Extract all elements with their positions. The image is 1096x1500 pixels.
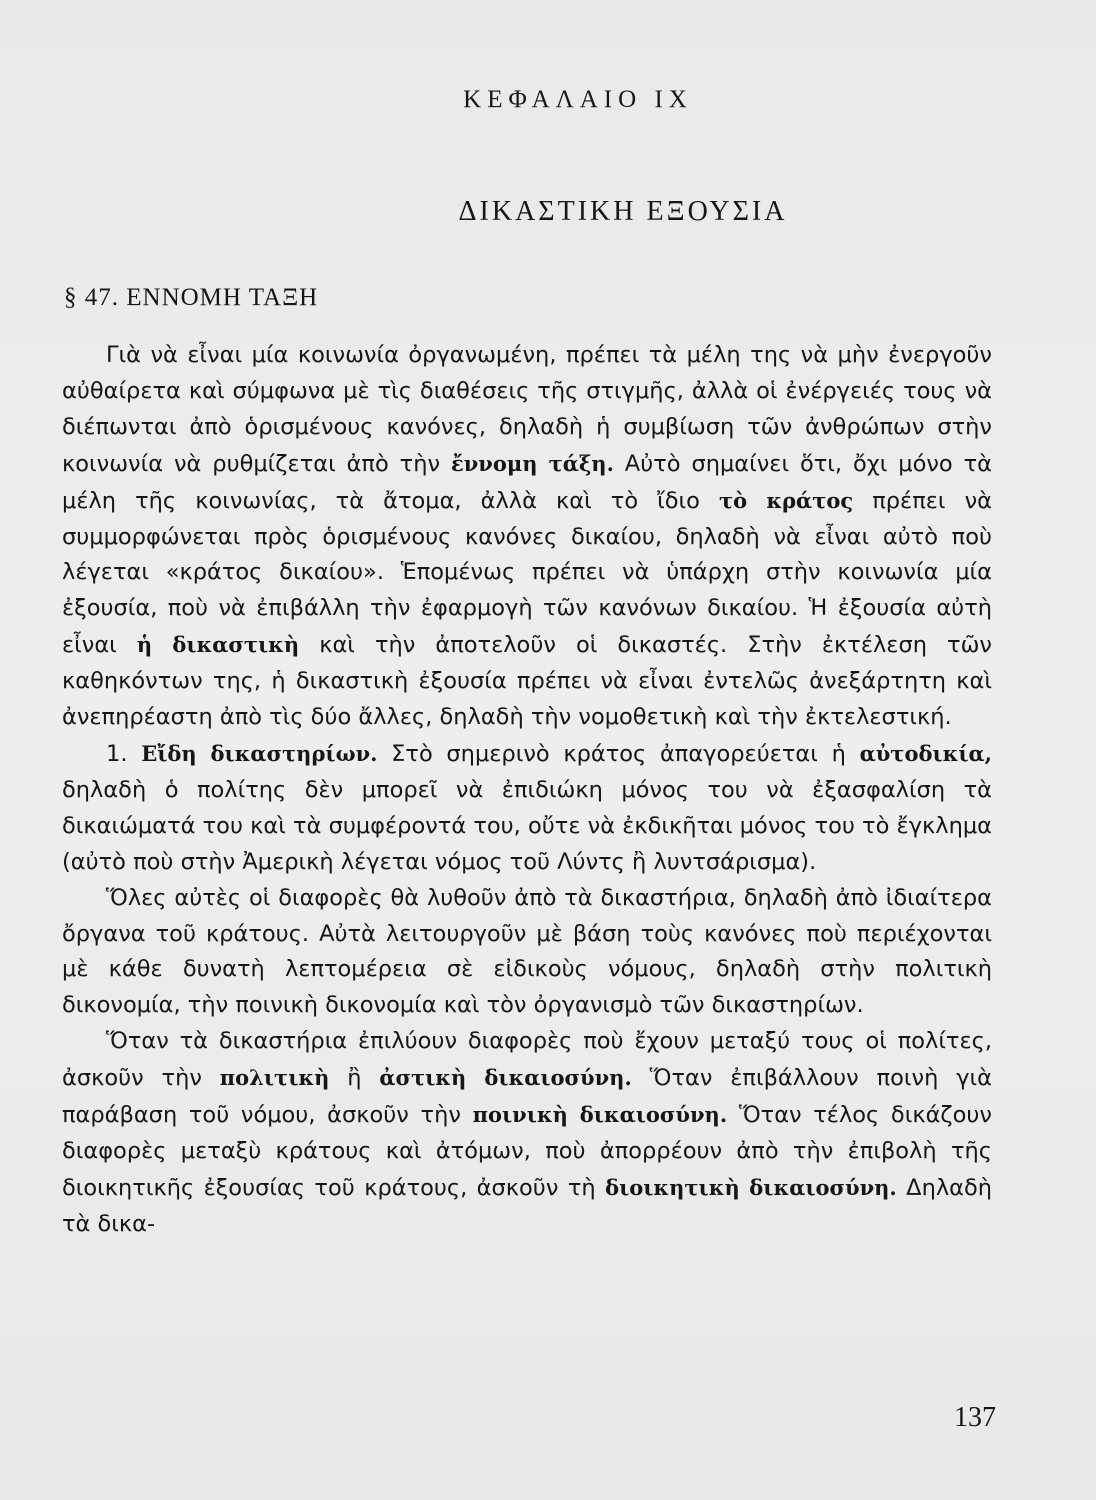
paragraph-3: Ὅλες αὐτὲς οἱ διαφορὲς θὰ λυθοῦν ἀπὸ τὰ δικαστήρια, δηλαδὴ ἀπὸ ἰδιαίτερα ὄργανα τοῦ κράτους. Αὐτὰ λειτουργοῦν μὲ βάση τοὺς κανόνες ποὺ περιέχονται μὲ κάθε δυνατὴ λεπτομέρεια σὲ εἰδικοὺς νόμους, δηλαδὴ στὴν πολιτικὴ δικονομία, τὴν ποινικὴ δικονομία καὶ τὸν ὀργανισμὸ τῶν δικαστηρίων. [62,884,992,1019]
term-kratos: τὸ κράτος [718,487,854,513]
term-poiniki-dikaiosyni: ποινικὴ δικαιοσύνη. [472,1102,728,1128]
term-astiki-dikaiosyni: ἀστικὴ δικαιοσύνη. [379,1065,632,1091]
term-politiki: πολιτικὴ [219,1065,330,1091]
term-ennomi-taxi: ἔννομη τάξη. [450,450,614,476]
chapter-title: ΚΕΦΑΛΑΙΟ ΙΧ [463,86,693,113]
section-heading: § 47. ΕΝΝΟΜΗ ΤΑΞΗ [64,284,319,311]
term-autodikia: αὐτοδικία, [859,740,992,766]
paragraph-4: Ὅταν τὰ δικαστήρια ἐπιλύουν διαφορὲς ποὺ ἔχουν μεταξύ τους οἱ πολίτες, ἀσκοῦν τὴν πολιτικὴ ἢ ἀστικὴ δικαιοσύνη. Ὅταν ἐπιβάλλουν ποινὴ γιὰ παράβαση τοῦ νόμου, ἀσκοῦν τὴν ποινικὴ δικαιοσύνη. Ὅταν τέλος δικάζουν διαφορὲς μεταξὺ κράτους καὶ ἀτόμων, ποὺ ἀπορρέουν ἀπὸ τὴν ἐπιβολὴ τῆς διοικητικῆς ἐξουσίας τοῦ κράτους, ἀσκοῦν τὴ διοικητικὴ δικαιοσύνη. Δηλαδὴ τὰ δικα- [62,1028,993,1237]
paragraph-1: Γιὰ νὰ εἶναι μία κοινωνία ὀργανωμένη, πρέπει τὰ μέλη της νὰ μὴν ἐνεργοῦν αὐθαίρετα καὶ σύμφωνα μὲ τὶς διαθέσεις τῆς στιγμῆς, ἀλλὰ οἱ ἐνέργειές τους νὰ διέπωνται ἀπὸ ὁρισμένους κανόνες, δηλαδὴ ἡ συμβίωση τῶν ἀνθρώπων στὴν κοινωνία νὰ ρυθμίζεται ἀπὸ τὴν ἔννομη τάξη. Αὐτὸ σημαίνει ὅτι, ὄχι μόνο τὰ μέλη τῆς κοινωνίας, τὰ ἄτομα, ἀλλὰ καὶ τὸ ἴδιο τὸ κράτος πρέπει νὰ συμμορφώνεται πρὸς ὁρισμένους κανόνες δικαίου, δηλαδὴ νὰ εἶναι αὐτὸ ποὺ λέγεται «κράτος δικαίου». Ἑπομένως πρέπει νὰ ὑπάρχη στὴν κοινωνία μία ἐξουσία, ποὺ νὰ ἐπιβάλλη τὴν ἐφαρμογὴ τῶν κανόνων δικαίου. Ἡ ἐξουσία αὐτὴ εἶναι ἡ δικαστικὴ καὶ τὴν ἀποτελοῦν οἱ δικαστές. Στὴν ἐκτέλεση τῶν καθηκόντων της, ἡ δικαστικὴ ἐξουσία πρέπει νὰ εἶναι ἐντελῶς ἀνεξάρτητη καὶ ἀνεπηρέαστη ἀπὸ τὶς δύο ἄλλες, δηλαδὴ τὴν νομοθετικὴ καὶ τὴν ἐκτελεστική. [62,342,992,731]
term-dikastiki: ἡ δικαστικὴ [136,632,300,658]
part-title: ΔΙΚΑΣΤΙΚΗ ΕΞΟΥΣΙΑ [458,196,788,227]
term-eidi-dikastirion: Εἴδη δικαστηρίων. [141,740,378,766]
page-number: 137 [954,1402,996,1433]
paragraph-2: 1. Εἴδη δικαστηρίων. Στὸ σημερινὸ κράτος ἀπαγορεύεται ἡ αὐτοδικία, δηλαδὴ ὁ πολίτης δὲν μπορεῖ νὰ ἐπιδιώκη μόνος του νὰ ἐξασφαλίση τὰ δικαιώματά του καὶ τὰ συμφέροντά του, οὔτε νὰ ἐκδικῆται μόνος του τὸ ἔγκλημα (αὐτὸ ποὺ στὴν Ἀμερικὴ λέγεται νόμος τοῦ Λύντς ἢ λυντσάρισμα). [62,740,992,875]
term-dioikitiki-dikaiosyni: διοικητικὴ δικαιοσύνη. [605,1174,897,1200]
body-text [62,338,992,1243]
